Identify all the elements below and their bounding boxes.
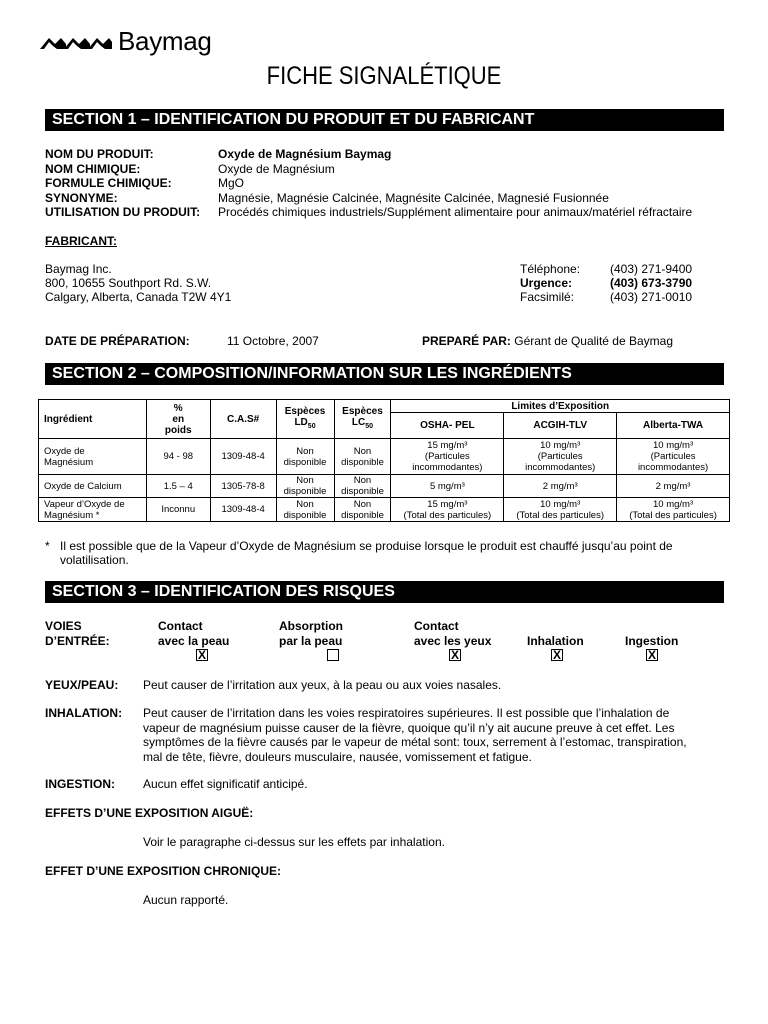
cell-lc50: Non disponible	[334, 498, 391, 522]
ingestion-label: INGESTION:	[45, 777, 116, 791]
table-row	[39, 439, 730, 475]
field-value: MgO	[218, 176, 245, 190]
route-label-line2: par la peau	[279, 634, 343, 648]
route-checkbox[interactable]: X	[197, 648, 206, 662]
cell-ld50: Non disponible	[276, 498, 334, 522]
inhalation-line-4: mal de tête, fièvre, douleurs musculaire, nausée, vomissement et fatigue.	[143, 749, 532, 764]
section-3-heading: SECTION 3 – IDENTIFICATION DES RISQUES	[45, 581, 724, 603]
route-label-line2: Inhalation	[527, 634, 584, 648]
cell-percent: 94 - 98	[146, 439, 210, 475]
inhalation-line-1: Peut causer de l’irritation dans les voies respiratoires supérieures. Il est possible que l’inhalation de	[143, 706, 670, 720]
composition-table	[38, 399, 730, 522]
mountain-logo-icon	[40, 32, 112, 50]
route-checkbox[interactable]: X	[450, 648, 459, 662]
cell-alberta: 10 mg/m³ (Total des particules)	[617, 498, 730, 522]
chronique-text: Aucun rapporté.	[143, 893, 229, 907]
address-line-3: Calgary, Alberta, Canada T2W 4Y1	[45, 290, 232, 304]
logo-text: Baymag	[118, 25, 212, 56]
field-label: FORMULE CHIMIQUE:	[45, 176, 172, 190]
cell-acgih: 2 mg/m³	[504, 475, 617, 498]
field-label: NOM CHIMIQUE:	[45, 161, 141, 176]
chronique-label: EFFET D’UNE EXPOSITION CHRONIQUE:	[45, 864, 282, 878]
fax-value: (403) 271-0010	[610, 290, 693, 304]
cell-ingredient: Vapeur d’Oxyde de Magnésium *	[39, 498, 147, 522]
cell-cas: 1309-48-4	[210, 498, 276, 522]
route-label-line2: Ingestion	[625, 634, 679, 648]
address-line-2: 800, 10655 Southport Rd. S.W.	[45, 276, 212, 290]
cell-lc50: Non disponible	[334, 475, 391, 498]
company-logo	[40, 26, 212, 56]
footnote-line-2: volatilisation.	[60, 553, 129, 567]
route-label-line1: Contact	[158, 619, 203, 633]
cell-cas: 1309-48-4	[210, 439, 276, 475]
field-value: Magnésie, Magnésie Calcinée, Magnésite Calcinée, Magnesié Fusionnée	[218, 190, 609, 205]
cell-percent: Inconnu	[146, 498, 210, 522]
cell-alberta: 10 mg/m³ (Particules incommodantes)	[617, 439, 730, 475]
route-label-line2: avec la peau	[158, 634, 230, 648]
cell-alberta: 2 mg/m³	[617, 475, 730, 498]
date-value: 11 Octobre, 2007	[227, 334, 319, 348]
cell-acgih: 10 mg/m³ (Particules incommodantes)	[504, 439, 617, 475]
field-label: SYNONYME:	[45, 190, 118, 205]
fax-label: Facsimilé:	[520, 290, 575, 304]
section-1-heading: SECTION 1 – IDENTIFICATION DU PRODUIT ET DU FABRICANT	[45, 109, 724, 131]
voies-label-1: VOIES	[45, 619, 82, 633]
field-label: NOM DU PRODUIT:	[45, 147, 154, 161]
field-value: Oxyde de Magnésium Baymag	[218, 147, 392, 161]
header-cas: C.A.S#	[210, 400, 276, 439]
route-checkbox[interactable]	[327, 649, 339, 661]
prepared-label: PREPARÉ PAR:	[422, 334, 511, 348]
fabricant-label: FABRICANT:	[45, 234, 117, 248]
route-label-line1: Contact	[414, 619, 459, 633]
inhalation-line-3: symptômes de la fièvre causés par le vapeur de métal sont: toux, serrement à l’estomac, transpiration,	[143, 735, 687, 749]
prepared-by	[422, 334, 673, 348]
phone-label: Téléphone:	[520, 262, 581, 276]
route-checkbox[interactable]: X	[552, 648, 561, 662]
field-value: Oxyde de Magnésium	[218, 161, 335, 176]
header-ingredient: Ingrédient	[39, 400, 147, 439]
date-label: DATE DE PRÉPARATION:	[45, 334, 190, 348]
section-2-heading: SECTION 2 – COMPOSITION/INFORMATION SUR LES INGRÉDIENTS	[45, 363, 724, 385]
prepared-value: Gérant de Qualité de Baymag	[514, 334, 674, 348]
page-title: FICHE SIGNALÉTIQUE	[266, 62, 502, 90]
aigue-text: Voir le paragraphe ci-dessus sur les effets par inhalation.	[143, 835, 445, 849]
phone-value: (403) 271-9400	[610, 262, 693, 276]
header-percent: % en poids	[146, 400, 210, 439]
cell-ld50: Non disponible	[276, 475, 334, 498]
yeux-label: YEUX/PEAU:	[45, 678, 119, 692]
voies-label-2: D’ENTRÉE:	[45, 634, 110, 648]
header-ld50: Espèces $LD_{50}$	[276, 400, 334, 439]
cell-ingredient: Oxyde de Calcium	[39, 475, 147, 498]
route-checkbox[interactable]: X	[647, 648, 656, 662]
cell-osha: 5 mg/m³	[391, 475, 504, 498]
aigue-label: EFFETS D’UNE EXPOSITION AIGUË:	[45, 806, 254, 820]
yeux-text: Peut causer de l’irritation aux yeux, à la peau ou aux voies nasales.	[143, 678, 502, 692]
table-row	[39, 498, 730, 522]
route-label-line1: Absorption	[279, 619, 343, 633]
table-row	[39, 475, 730, 498]
cell-ingredient: Oxyde de Magnésium	[39, 439, 147, 475]
cell-percent: 1.5 – 4	[146, 475, 210, 498]
cell-osha: 15 mg/m³ (Total des particules)	[391, 498, 504, 522]
inhalation-label: INHALATION:	[45, 706, 123, 720]
header-osha: OSHA- PEL	[391, 413, 504, 439]
header-lc50: Espèces $LC_{50}$	[334, 400, 391, 439]
header-alberta: Alberta-TWA	[617, 413, 730, 439]
header-acgih: ACGIH-TLV	[504, 413, 617, 439]
route-label-line2: avec les yeux	[414, 634, 492, 648]
inhalation-line-2: vapeur de magnésium puisse causer de la fièvre, quoique qu’il n’y ait aucune preuve à cet effet. Les	[143, 720, 675, 735]
cell-acgih: 10 mg/m³ (Total des particules)	[504, 498, 617, 522]
cell-ld50: Non disponible	[276, 439, 334, 475]
header-limits: Limites d’Exposition	[391, 400, 730, 413]
cell-osha: 15 mg/m³ (Particules incommodantes)	[391, 439, 504, 475]
emergency-label: Urgence:	[520, 276, 573, 290]
cell-cas: 1305-78-8	[210, 475, 276, 498]
footnote-line-1: Il est possible que de la Vapeur d’Oxyde de Magnésium se produise lorsque le produit est chauffé jusqu’au point de	[60, 539, 673, 553]
footnote-star: *	[45, 539, 50, 553]
field-label: UTILISATION DU PRODUIT:	[45, 205, 201, 219]
address-line-1: Baymag Inc.	[45, 262, 112, 276]
emergency-value: (403) 673-3790	[610, 276, 693, 290]
field-value: Procédés chimiques industriels/Supplément alimentaire pour animaux/matériel réfractaire	[218, 205, 693, 219]
cell-lc50: Non disponible	[334, 439, 391, 475]
ingestion-text: Aucun effet significatif anticipé.	[143, 777, 308, 791]
